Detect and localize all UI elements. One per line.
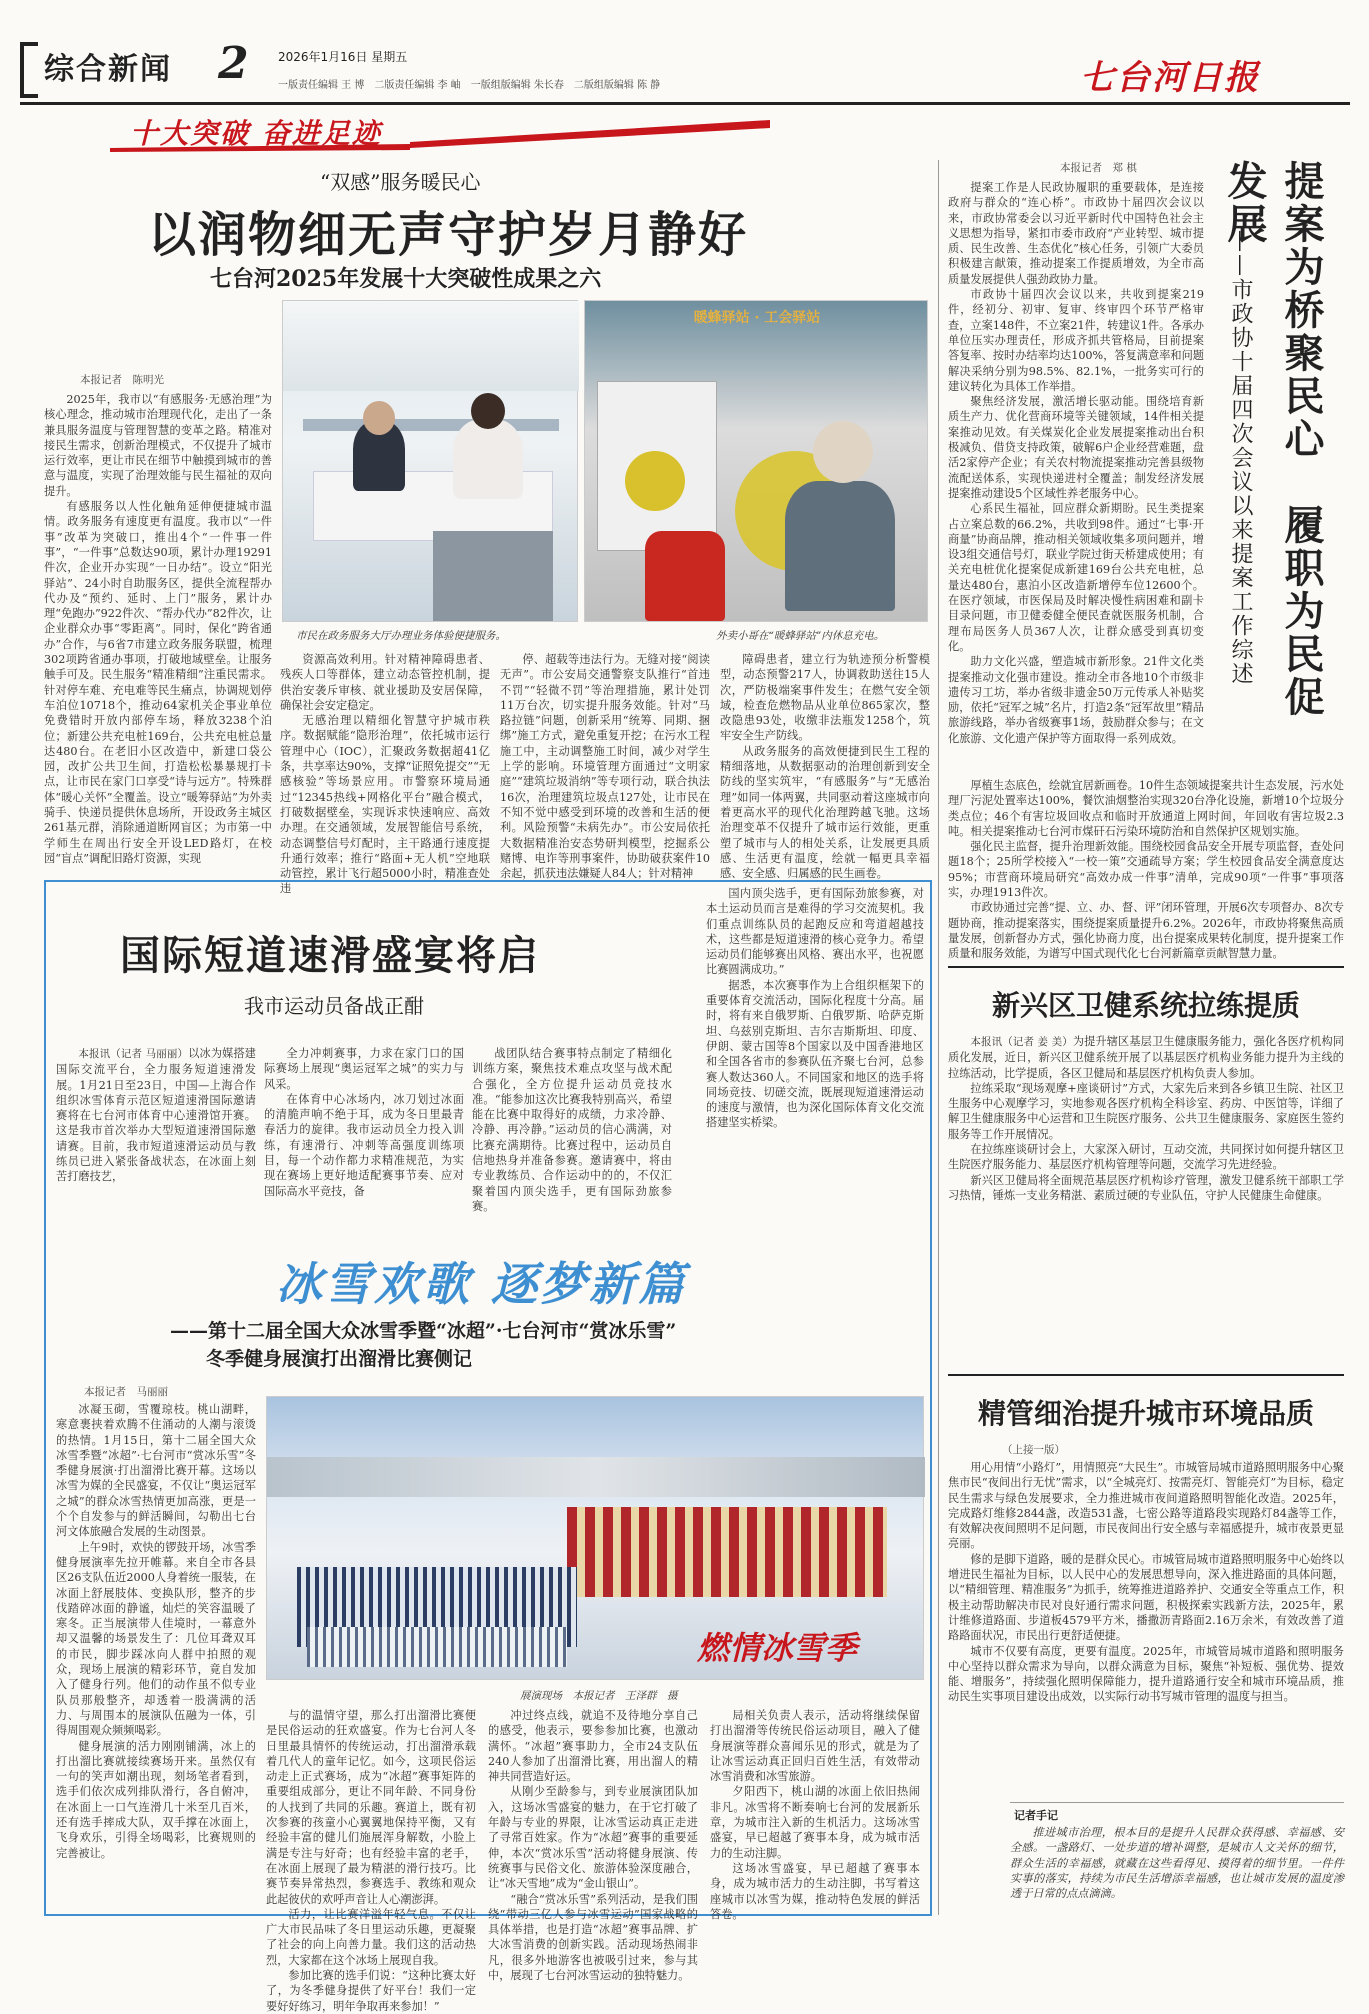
skating-col2 (264, 1046, 464, 1246)
paragraph: “融合“赏冰乐雪”系列活动，是我们围绕“带动三亿人参与冰雪运动”国家战略的具体举措，也是打造“冰超”赛事品牌、扩大冰雪消费的创新实践。活动现场热闹非凡，很多外地游客也被吸引过来，参与其中，展现了七台河冰雪运动的独特魅力。 (488, 1892, 698, 1983)
paragraph: 全力冲刺赛事，力求在家门口的国际赛场上展现“奥运冠军之城”的实力与风采。 (264, 1047, 464, 1091)
paragraph: 国内顶尖选手，更有国际劲旅参赛，对本土运动员而言是难得的学习交流契机。我们重点训练队员的起跑反应和弯道超越技术，这些都是短道速滑的核心竞争力。希望运动员们能够赛出风格、赛出水平，也祝愿比赛圆满成功。” (706, 887, 924, 977)
banner-text: 十大突破 奋进足迹 (130, 117, 382, 150)
paragraph: 修的是脚下道路，暖的是群众民心。市城管局城市道路照明服务中心始终以增进民生福祉为目标，以人民中心的发展思想导向，深入推进路面的具体问题，以“精细管理、精准服务”为抓手，统筹推进道路养护、交通安全等重点工作，积极主动帮助解决市民对良好通行需求问题，积极探索实践新方法，2025年，累计维修道路面、步道板4579平方米，播撒沥青路面2.16万余米，有效改善了道路路面状况，市民出行更舒适便捷。 (948, 1552, 1344, 1643)
skating-subhead: 我市运动员备战正酣 (244, 994, 424, 1018)
ice-byline: 本报记者 马丽丽 (84, 1386, 168, 1398)
ice-col3 (488, 1708, 698, 1983)
paragraph: 停、超载等违法行为。无缝对接“阅读无声”。市公安局交通警察支队推行“首违不罚”“轻微不罚”等治理措施，累计处罚11万台次，切实提升服务效能。针对“马路拉链”问题，创新采用“统筹、同期、捆绑”施工方式，避免重复开挖；在污水工程施工中，主动调整施工时间，减少对学生上学的影响。环境管理方面通过“文明家庭”“建筑垃圾消纳”等专项行动，联合执法16次，治理建筑垃圾点127处，让市民在不知不觉中感受到环境的改善和生活的便利。风险预警“未病先办”。市公安局依托大数据精准治安态势研判模型，挖掘系公赌博、电诈等刑事案件，协助破获案件10余起，抓获违法嫌疑人84人；针对精神 (500, 653, 710, 881)
paragraph: 在拉练座谈研讨会上，大家深入研讨，互动交流，共同探讨如何提升辖区卫生院医疗服务能力、基层医疗机构管理等问题，交流学习先进经验。 (948, 1143, 1344, 1172)
page-number: 2 (218, 38, 249, 89)
lead-cont-col3 (720, 652, 930, 882)
masthead (20, 40, 1350, 112)
lead-byline: 本报记者 陈明光 (80, 374, 164, 386)
notes-label: 记者手记 (1014, 1809, 1058, 1822)
paragraph: 聚焦经济发展，激活增长驱动能。围绕培育新质生产力、优化营商环境等关键领域，14件相关提案推动见效。有关煤炭化企业发展提案推动出台积极减负、借贷支持政策，破解6户企业经营难题，盘活2家停产企业；有关农村物流提案推动完善县级物流配送体系，实现快递进村全覆盖；制发经济发展提案推动建设5个区域性养老服务中心。 (948, 395, 1204, 500)
lead-cont-col2 (500, 652, 710, 882)
paragraph: 2025年，我市以“有感服务·无感治理”为核心理念，推动城市治理现代化，走出了一条兼具服务温度与管理智慧的变革之路。精准对接民生需求，创新治理模式，不仅提升了城市运行效率，更让市民在细节中触摸到城市的善意与温度，实现了治理效能与民生福祉的双向提升。 (44, 393, 272, 498)
xinxing-byline: 本报讯（记者 姜 美） (970, 1036, 1073, 1048)
skating-col4 (706, 886, 924, 1246)
xinxing-body (948, 1034, 1344, 1364)
lead-subhead: 七台河2025年发展十大突破性成果之六 (210, 266, 602, 292)
ice-headline: 冰雪欢歌 逐梦新篇 (276, 1257, 688, 1311)
paragraph: 在体育中心冰场内，冰刀划过冰面的清脆声响不绝于耳，成为冬日里最青春活力的旋律。我市运动员全力投入训练，有速滑行、冲刺等高强度训练项目，每一个动作都力求精准规范，为实现在赛场上更好地适配赛事节奏、应对国际高水平竞技，备 (264, 1092, 464, 1198)
paragraph: 用心用情“小路灯”，用情照亮“大民生”。市城管局城市道路照明服务中心聚焦市民“夜间出行无忧”需求，以“全城亮灯、按需亮灯、智能亮灯”为目标，稳定民生需求与绿色发展要求，全力推进城市夜间道路照明智能化改造。2025年，完成路灯维修2844盏，改造531盏，七密公路等道路段实现路灯84盏等工作，有效解决夜间照明不足问题，市民夜间出行安全感与幸福感提升，城市夜景更显亮丽。 (948, 1461, 1344, 1551)
photo-service-hall (282, 300, 578, 622)
section-title: 综合新闻 (44, 52, 172, 87)
paragraph: 拉练采取“现场观摩+座谈研讨”方式，大家先后来到各乡镇卫生院、社区卫生服务中心观摩学习，实地参观各医疗机构全科诊室、药房、中医馆等，详细了解卫生健康服务中心运营和卫生院医疗服务、公共卫生健康服务、家庭医生签约服务等工作开展情况。 (948, 1081, 1344, 1141)
paragraph: 无感治理以精细化智慧守护城市秩序。数据赋能“隐形治理”，依托城市运行管理中心（IOC），汇聚政务数据超41亿条，共享率达90%，支撑“证照免提交”“无感核验”等场景应用。市警察环境局通过“12345热线+网格化平台”融合模式，打破数据壁垒，实现诉求快速响应、高效办理。在交通领域，发展智能信号系统，动态调整信号灯配时，主干路通行速度提升通行效率；推行“路面+无人机”空地联动管控，累计飞行超5000小时，精准查处违 (280, 714, 490, 896)
paragraph: 提案工作是人民政协履职的重要载体，是连接政府与群众的“连心桥”。市政协十届四次会议以来，市政协常委会以习近平新时代中国特色社会主义思想为指导，紧扣市委市政府“产业转型、城市提质、民生改善、生态优化”核心任务，引领广大委员积极建言献策，推动提案工作提质增效，为全市高质量发展提供人强劲政协力量。 (948, 181, 1204, 286)
ice-col2 (266, 1708, 476, 2013)
paragraph: 这场冰雪盛宴，早已超越了赛事本身，成为城市活力的生动注脚，书写着这座城市以冰雪为媒，推动特色发展的鲜活答卷。 (710, 1861, 920, 1921)
paragraph: 战团队结合赛事特点制定了精细化训练方案，聚焦技术难点攻坚与战术配合强化，全方位提升运动员竞技水准。“能参加这次比赛我特别高兴，希望能在比赛中取得好的成绩，力求冷静、冷静、再冷静。”运动员的信心满满，对比赛充满期待。比赛过程中，运动员自信地热身并准备参赛。邀请赛中，将由专业教练员、合作运动中的的，不仅汇聚着国内顶尖选手，更有国际劲旅参赛。 (472, 1047, 672, 1213)
lead-headline: 以润物细无声守护岁月静好 (147, 207, 748, 263)
xinxing-headline: 新兴区卫健系统拉练提质 (991, 989, 1300, 1022)
lead-kicker: “双感”服务暖民心 (320, 170, 481, 194)
paragraph: 市政协通过完善“提、立、办、督、评”闭环管理，开展6次专项督办、8次专题协商，推动提案落实，围绕提案质量提升6.2%。2026年，市政协将聚焦高质量发展，创新督办方式，强化协商力度，出台提案成果转化制度，提升提案工作质量和服务效能，为谱写中国式现代化七台河新篇章贡献智慧力量。 (948, 901, 1344, 961)
paragraph: 活力，让比赛洋溢年轻气息。不仅让广大市民品味了冬日里运动乐趣，更凝聚了社会的向上向善力量。我们这的活动热烈，大家都在这个冰场上展现自我。 (266, 1907, 476, 1967)
paragraph: 从刚少至龄参与，到专业展演团队加入，这场冰雪盛宴的魅力，在于它打破了年龄与专业的界限，让冰雪运动真正走进了寻常百姓家。作为“冰超”赛事的重要延伸，本次“赏冰乐雪”活动将健身展演、传统赛事与民俗文化、旅游体验深度融合，让“冰天雪地”成为“金山银山”。 (488, 1785, 698, 1891)
paragraph: 心系民生福祉，回应群众新期盼。民生类提案占立案总数的66.2%，共收到98件。通过“七事·开商量”协商品牌，推动相关领域收集多项问题并，增设3组交通信号灯，联业学院过街天桥建成使用；有关充电桩优化提案促成新建169台公共充电桩，总量达480台，惠泊小区改造新增停车位12600个。在医疗领域，市医保局及时解决慢性病困难和副卡目录问题，市卫健委健全便民查就医服务机制，合理布局医务人员367人次，让群众感受到真切变化。 (948, 502, 1204, 653)
ice-subtitle-1: ——第十二届全国大众冰雪季暨“冰超”·七台河市“赏冰乐雪” (170, 1320, 677, 1342)
sidebar-divider (938, 160, 939, 1915)
paragraph: 参加比赛的选手们说：“这种比赛太好了，为冬季健身提供了好平台！我们一定要好好练习，明年争取再来参加！” (266, 1969, 476, 2013)
sidebar-body-top (948, 180, 1204, 770)
sidebar-byline: 本报记者 郑 棋 (1060, 162, 1137, 174)
paragraph: 城市不仅要有高度，更要有温度。2025年，市城管局城市道路和照明服务中心坚持以群众需求为导向，以群众满意为目标，聚焦“补短板、强优势、提效能、增服务”，持续强化照明保障能力，提升道路通行安全和城市环境品质，推动民生实事项目建设出成效，以实际行动书写城市管理的温度与担当。 (948, 1644, 1344, 1704)
paragraph: 夕阳西下，桃山湖的冰面上依旧热闹非凡。冰雪将不断奏响七台河的发展新乐章，为城市注入新的生机活力。这场冰雪盛宴，早已超越了赛事本身，成为城市活力的生动注脚。 (710, 1785, 920, 1860)
jingguan-byline: （上接一版） (1002, 1444, 1065, 1456)
paragraph: 冰凝玉砌，雪覆琼枝。桃山湖畔，寒意裹挟着欢腾不住涌动的人潮与滚烫的热情。1月15日，第十二届全国大众冰雪季暨“冰超”·七台河市“赏冰乐雪”冬季健身展演·打出溜滑比赛开幕。这场以冰雪为媒的全民盛宴，不仅让“奥运冠军之城”的群众冰雪热情更加高涨，更是一个个自发参与的鲜活瞬间，勾勒出七台河文体旅融合发展的生动图景。 (56, 1403, 256, 1539)
ice-logo: 燃情冰雪季 (697, 1629, 858, 1667)
paragraph: 与的温情守望，那么打出溜滑比赛便是民俗运动的狂欢盛宴。作为七台河人冬日里最具情怀的传统运动，打出溜滑承载着几代人的童年记忆。如今，这项民俗运动走上正式赛场，成为“冰超”赛事矩阵的重要组成部分，更让不同年龄、不同身份的人找到了共同的乐趣。赛道上，既有初次参赛的孩童小心翼翼地保持平衡，又有经验丰富的健儿们施展浑身解数，小脸上满是专注与好奇；也有经验丰富的老手，在冰面上展现了最为精湛的滑行技巧。比赛节奏异常热烈，参赛选手、教练和观众此起彼伏的欢呼声音让人心潮澎湃。 (266, 1709, 476, 1906)
paragraph: 障碍患者，建立行为轨迹预分析警模型，动态预警217人，协调救助送往15人次，严防极端案事件发生；在燃气安全领域，检查危燃物品从业单位865家次，整改隐患93处，收缴非法瓶发1258个，筑牢安全生产防线。 (720, 653, 930, 743)
sidebar-subtitle: ——市政协十届四次会议以来提案工作综述 (1228, 230, 1253, 686)
notes-text: 推进城市治理，根本目的是提升人民群众获得感、幸福感、安全感。一盏路灯、一处步道的增补调整，是城市人文关怀的细节，群众生活的幸福感，就藏在这些看得见、摸得着的细节里。一件件实事的落实，持续为市民生活增添幸福感，也让城市发展的温度渗透于日常的点点滴滴。 (1010, 1826, 1344, 1901)
skating-byline: 本报讯（记者 马丽丽） (78, 1048, 189, 1060)
station-sign: 暖蜂驿站 · 工会驿站 (693, 310, 821, 326)
photo-caption-1: 市民在政务服务大厅办理业务体验便捷服务。 (296, 630, 506, 642)
paragraph: 局相关负责人表示，活动将继续保留打出溜滑等传统民俗运动项目，融入了健身展演等群众喜闻乐见的形式，就是为了让冰雪运动真正回归百姓生活，有效带动冰雪消费和冰雪旅游。 (710, 1709, 920, 1784)
banner (110, 114, 770, 152)
lead-cont-col1 (280, 652, 490, 896)
section-bracket (20, 42, 38, 98)
paragraph: 资源高效利用。针对精神障碍患者、残疾人口等群体，建立动态管控机制，提供治安袭斥审核、就业援助及安居保障，确保社会安定稳定。 (280, 653, 490, 712)
paragraph: 从政务服务的高效便捷到民生工程的精细落地，从数据驱动的治理创新到安全防线的坚实筑牢，“有感服务”与“无感治理”如同一体两翼，共同驱动着这座城市向着更高水平的现代化治理跨越飞驰。这场治理变革不仅提升了城市运行效能，更重塑了城市与人的相处关系，让发展更具质感、生活更有温度，绘就一幅更具幸福感、安全感、归属感的民生画卷。 (720, 744, 930, 881)
paragraph: 新兴区卫健局将全面规范基层医疗机构诊疗管理，激发卫健系统干部职工学习热情，锤炼一支业务精湛、素质过硬的专业队伍，守护人民健康生命健康。 (948, 1173, 1344, 1202)
jingguan-body (948, 1460, 1344, 1800)
xinxing-top-rule (948, 966, 1344, 968)
notes-box (1010, 1802, 1344, 1916)
ice-col1 (56, 1402, 256, 1912)
skating-col3 (472, 1046, 672, 1246)
editors-line: 一版责任编辑 王 博 二版责任编辑 李 岫 一版组版编辑 朱长春 二版组版编辑 陈 静 (278, 80, 661, 91)
ice-col4 (710, 1708, 920, 1921)
skating-headline: 国际短道速滑盛宴将启 (120, 932, 540, 979)
masthead-rule (20, 102, 1350, 105)
sidebar-headline: 提案为桥聚民心 履职为民促发展 (1221, 160, 1325, 719)
paragraph: 有感服务以人性化触角延伸便捷城市温情。政务服务有速度更有温度。我市以“一件事”改革为突破口，推出4个“一件事一件事”，“一件事”总数达90项，累计办理19291件次，企业开办实现“一日办结”。设立“阳光驿站”、24小时自助服务区，提供全流程帮办代办及“预约、延时、上门”服务，累计办理“免跑办”922件次、“帮办代办”82件次，让企业群众办事“零距离”。同时，保化“跨省通办”合作，与6省7市建立政务服务联盟，梳理302项跨省通办事项，打破地域壁垒。让服务触手可及。民生服务“精准精细”注重民需求。针对停车难、充电难等民生痛点，协调规划停车泊位10718个，推动64家机关企事业单位免费错时开放内部停车场，释放3238个泊位；新建公共充电桩169台，公共充电桩总量达480台。在老旧小区改造中，新建口袋公园，改扩公共卫生间，打造松松暴暴规打卡点，让市民在家门口享受“诗与远方”。特殊群体“暖心关怀”全覆盖。设立“暖筹驿站”为外卖骑手、快递员提供休息场所，开设政务主城区261基元群，消除通道断网盲区；为市第一中学师生在周出行安全开设LED路灯，在校园“盲点”调配旧路灯资源，实现 (44, 500, 272, 865)
ice-photo (266, 1396, 924, 1680)
paragraph: 厚植生态底色，绘就宜居新画卷。10件生态领域提案共计生态发展，污水处理厂污泥处置率达100%，餐饮油烟整治实现320台净化设施，新增10个垃圾分类点位；46个有害垃圾回收点和临时开放通道上网时间，年回收有害垃圾2.3吨。相关提案推动七台河市煤矸石污染环境防治和自然保护区规划实施。 (948, 779, 1344, 838)
sidebar-body-bottom (948, 778, 1344, 961)
paragraph: 冲过终点线，就追不及待地分享自己的感受，他表示，要参参加比赛，也激动满怀。“冰超”赛事助力，全市24支队伍240人参加了出溜滑比赛，用出溜人的精神共同营造好运。 (488, 1709, 698, 1784)
paragraph: 据悉，本次赛事作为上合组织框架下的重要体育交流活动，国际化程度十分高。届时，将有来自俄罗斯、白俄罗斯、哈萨克斯坦、乌兹别克斯坦、吉尔吉斯斯坦、印度、伊朗、蒙古国等8个国家以及中国香港地区和全国各省市的参赛队伍齐聚七台河，总参赛人数达360人。不同国家和地区的选手将同场竞技、切磋交流，既展现短道速滑运动的速度与激情，也为深化国际体育文化交流搭建坚实桥梁。 (706, 978, 924, 1130)
ice-subtitle-2: 冬季健身展演打出溜滑比赛侧记 (206, 1348, 473, 1370)
photo-caption-2: 外卖小哥在“暖蜂驿站”内休息充电。 (716, 630, 885, 642)
paragraph: 强化民主监督，提升治理新效能。围绕校园食品安全开展专项监督，查处问题18个；25所学校接入“一校一策”交通疏导方案；学生校园食品安全满意度达95%；市营商环境局研究“高效办成一件事”清单，完成90项“一件事”事项落实，办理1913件次。 (948, 840, 1344, 900)
paragraph: 以冰为媒搭建国际交流平台，全力服务短道速滑发展。1月21日至23日，中国—上海合作组织冰雪体育示范区短道速滑国际邀请赛将在七台河市体育中心速滑馆开赛。这是我市首次举办大型短道速滑国际邀请赛。目前，我市短道速滑运动员与教练员已进入紧张备战状态，在冰面上刻苦打磨技艺， (56, 1047, 256, 1184)
skating-col1 (56, 1046, 256, 1246)
paragraph: 为提升辖区基层卫生健康服务能力，强化各医疗机构同质化发展，近日，新兴区卫健系统开展了以基层医疗机构业务能力提升为主线的拉练活动，比学提质，各区卫健局和基层医疗机构负责人参加。 (948, 1035, 1344, 1080)
paragraph: 健身展演的活力刚刚铺满，冰上的打出溜比赛就接续赛场开来。虽然仅有一句的笑声如潮出现，刻场笔者看到，选手们依次成列排队滑行，各自俯冲，在冰面上一口气连滑几十米至几百米，还有选手摔成大队，双手撑在冰面上，飞身欢乐，引得全场喝彩，比赛规则的完善被让。 (56, 1739, 256, 1860)
paragraph: 市政协十届四次会议以来，共收到提案219件，经初分、初审、复审、终审四个环节严格审查，立案148件，不立案21件，转建议1件。各承办单位压实办理责任，形成齐抓共管格局，目前提案答复率、按时办结率均达100%，答复满意率和问题解决采纳分别为98.5%、82.1%，一批务实可行的建议转化为具体工作举措。 (948, 288, 1204, 393)
photo-rider-station (584, 300, 928, 622)
paragraph: 助力文化兴盛，塑造城市新形象。21件文化类提案推动文化强市建设。推动全市各地10个市级非遗传习工坊，举办省级非遗金50万元传承人补贴奖励，依托“冠军之城”名片，打造2条“冠军故里”精品旅游线路，举办省级赛事1场，鼓励群众参与；在文化旅游、文化遗产保护等方面取得一系列成效。 (948, 655, 1204, 745)
issue-date: 2026年1月16日 星期五 (278, 50, 408, 64)
jingguan-headline: 精管细治提升城市环境品质 (977, 1397, 1314, 1430)
jingguan-top-rule (948, 1374, 1344, 1376)
paragraph: 上午9时，欢快的锣鼓开场，冰雪季健身展演率先拉开帷幕。来自全市各县区26支队伍近2000人身着统一服装，在冰面上舒展肢体、变换队形，整齐的步伐踏碎冰面的静谧，灿烂的笑容温暖了寒冬。正当展演带人佳境时，一幕意外却又温馨的场景发生了：几位耳聋双耳的市民，脚步踩冰向人群中拍照的观众，现场上展演的精彩环节，竟自发加入了健身行列。他们的动作虽不似专业队员那般整齐，却透着一股满满的活力、与周围本的展演队伍融为一体，引得周围观众频频喝彩。 (56, 1540, 256, 1738)
paper-logo: 七台河日报 (1080, 58, 1260, 98)
ice-photo-caption: 展演现场 本报记者 王泽群 摄 (520, 1690, 678, 1702)
